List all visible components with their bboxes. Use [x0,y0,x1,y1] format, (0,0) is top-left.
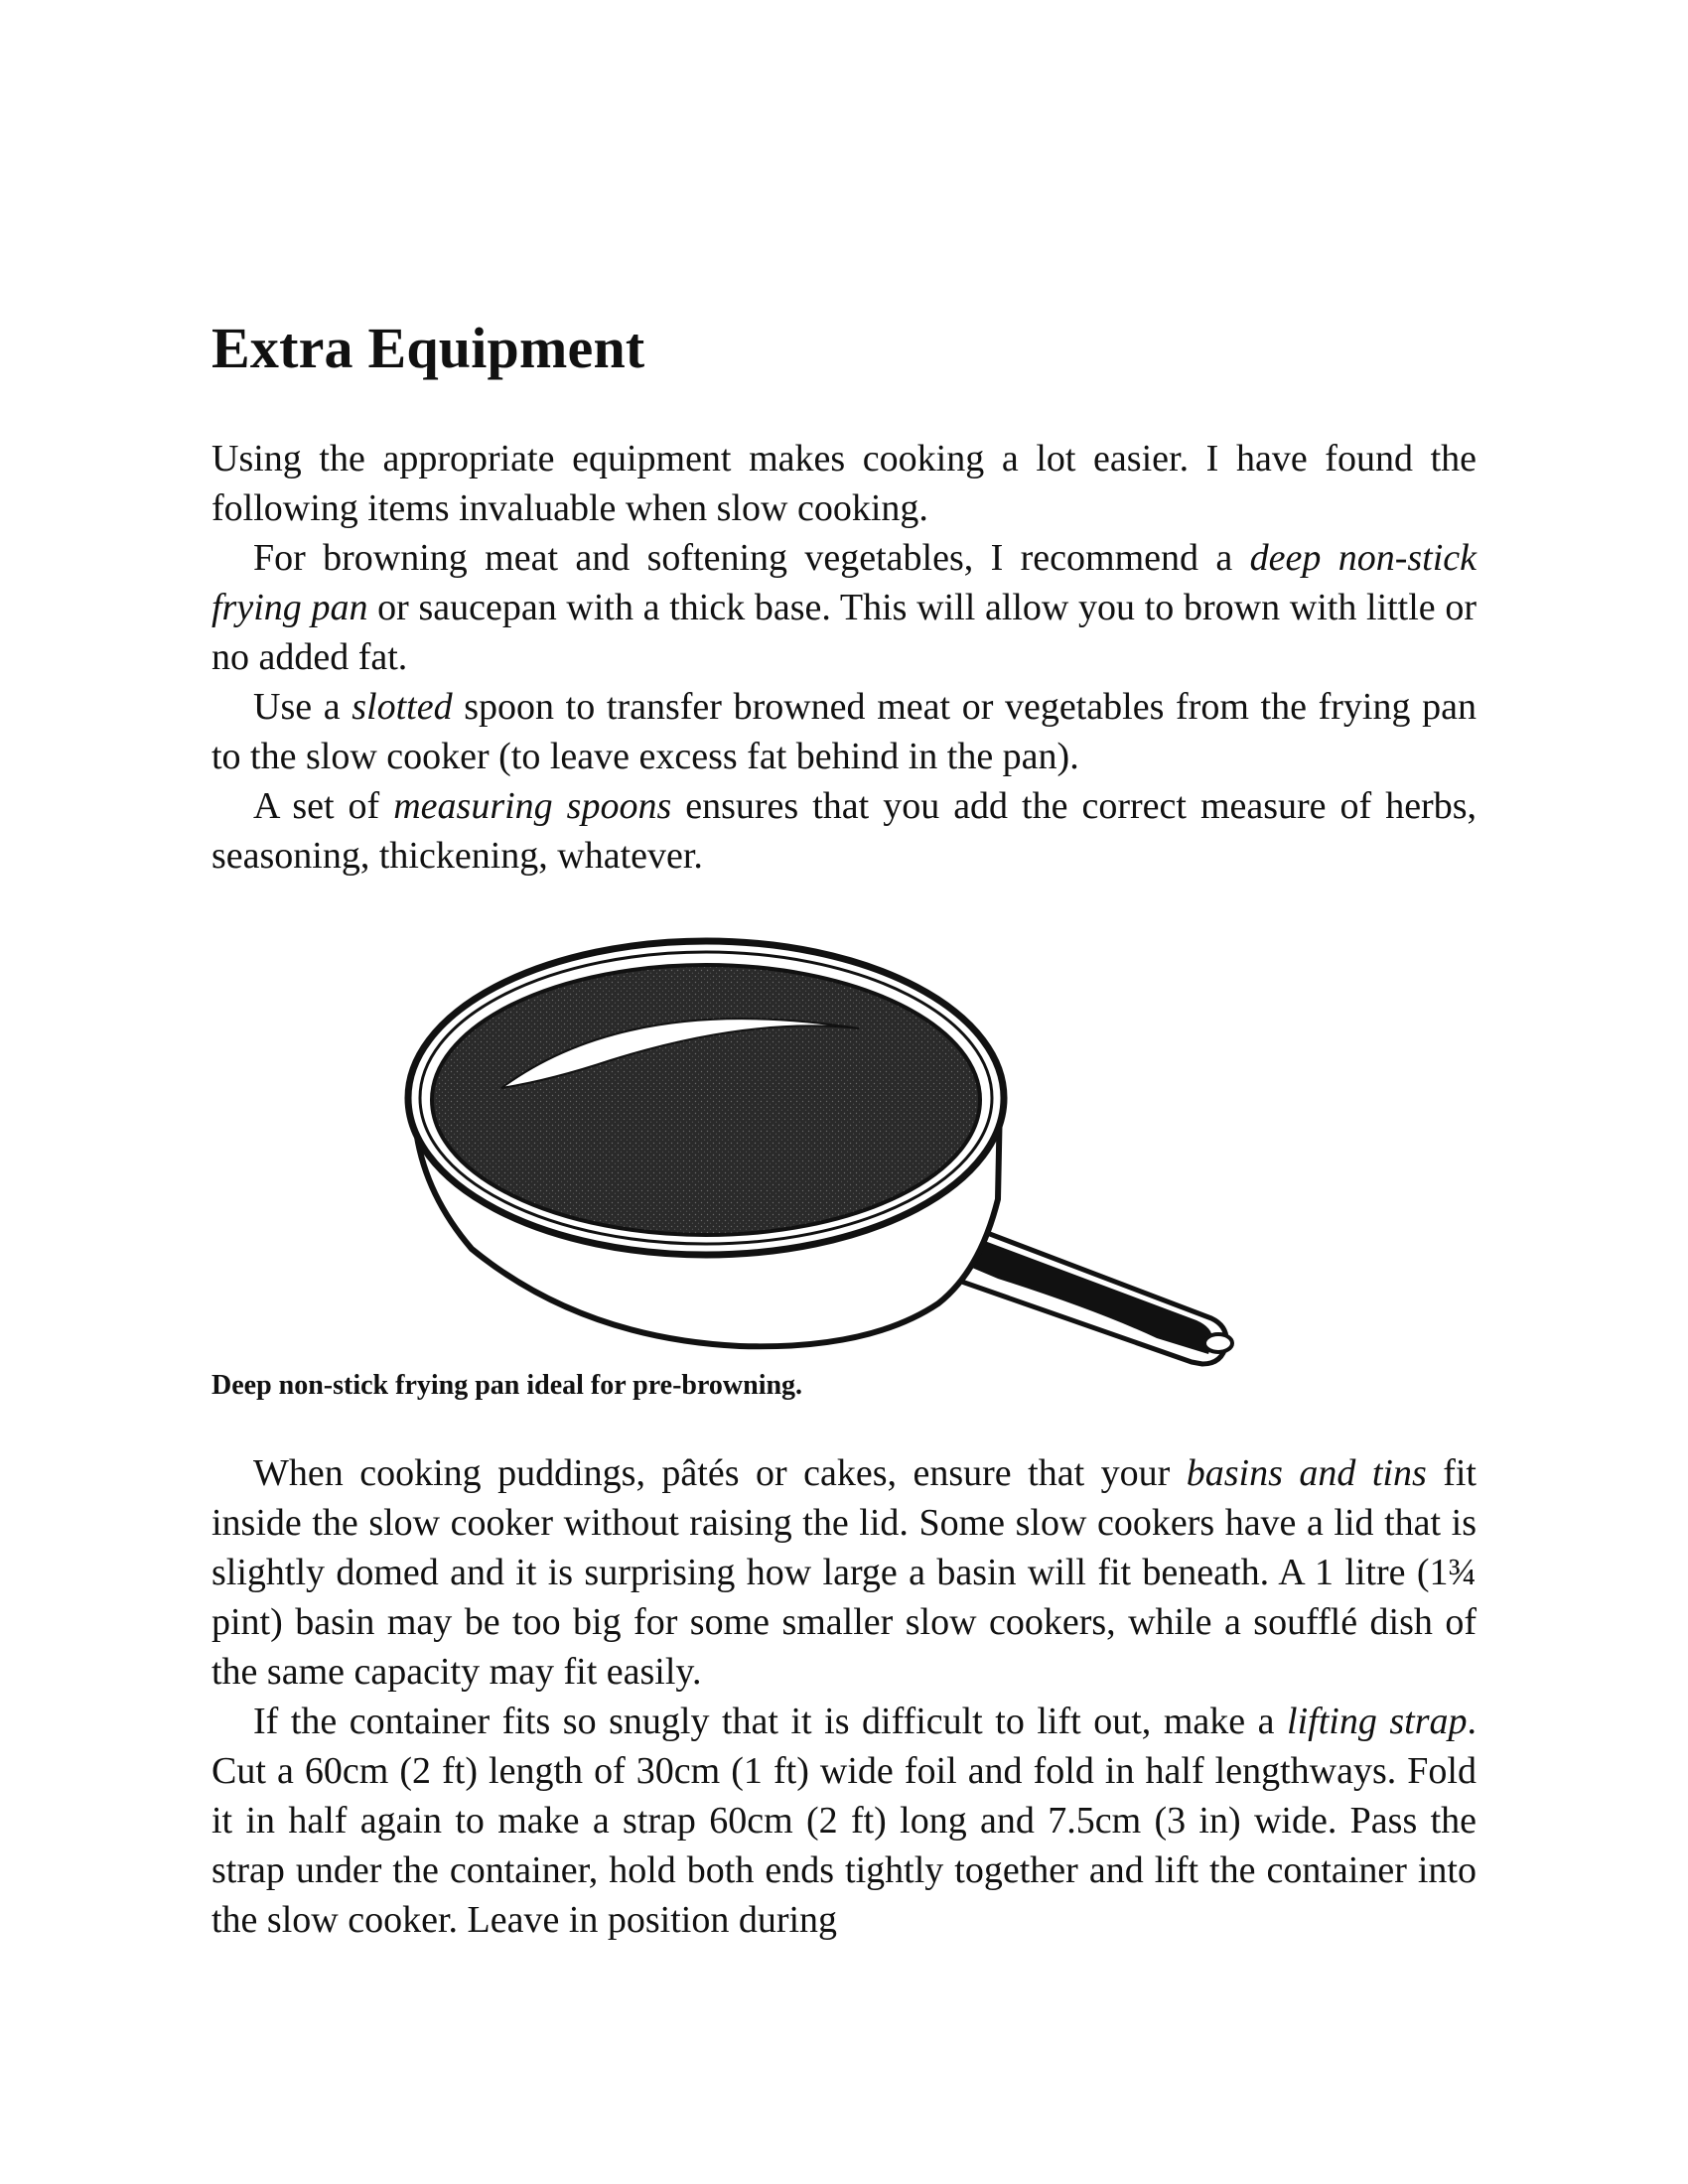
emphasis-text: basins and tins [1186,1452,1427,1494]
text-run: or saucepan with a thick base. This will allow you to brown with little or no added fat. [211,587,1477,678]
body-text-bottom [211,1448,1477,1945]
text-run: If the container fits so snugly that it is difficult to lift out, make a [253,1701,1288,1742]
paragraph [211,682,1477,781]
figure-caption: Deep non-stick frying pan ideal for pre-browning. [211,1370,803,1401]
body-text-top [211,434,1477,881]
emphasis-text: deep non-stick frying pan [211,537,1477,628]
paragraph [211,1697,1477,1945]
paragraph [211,434,1477,533]
page-title: Extra Equipment [211,316,645,380]
emphasis-text: measuring spoons [393,785,672,827]
text-run: Using the appropriate equipment makes cooking a lot easier. I have found the following items invaluable when slow cooking. [211,438,1477,529]
text-run: . Cut a 60cm (2 ft) length of 30cm (1 ft) wide foil and fold in half lengthways. Fold it in half again to make a strap 60cm (2 ft) long and 7.5cm (3 in) wide. Pass the strap under the container, hold both ends tightly together and lift the container into the slow cooker. Leave in position during [211,1701,1477,1941]
text-run: Use a [253,686,352,728]
emphasis-text: lifting strap [1287,1701,1468,1742]
text-run: ensures that you add the correct measure of herbs, seasoning, thickening, whatever. [211,785,1477,877]
text-run: When cooking puddings, pâtés or cakes, ensure that your [253,1452,1187,1494]
text-run: fit inside the slow cooker without raising the lid. Some slow cookers have a lid that is slightly domed and it is surprising how large a basin will fit beneath. A 1 litre (1¾ pint) basin may be too big for some smaller slow cookers, while a soufflé dish of the same capacity may fit easily. [211,1452,1477,1693]
pan-body [408,941,1004,1346]
text-run: For browning meat and softening vegetables, I recommend a [253,537,1250,579]
paragraph [211,781,1477,881]
paragraph [211,1448,1477,1697]
frying-pan-illustration [402,921,1286,1394]
paragraph [211,533,1477,682]
text-run: A set of [253,785,394,827]
text-run: spoon to transfer browned meat or vegetables from the frying pan to the slow cooker (to leave excess fat behind in the pan). [211,686,1477,777]
emphasis-text: slotted [352,686,453,728]
